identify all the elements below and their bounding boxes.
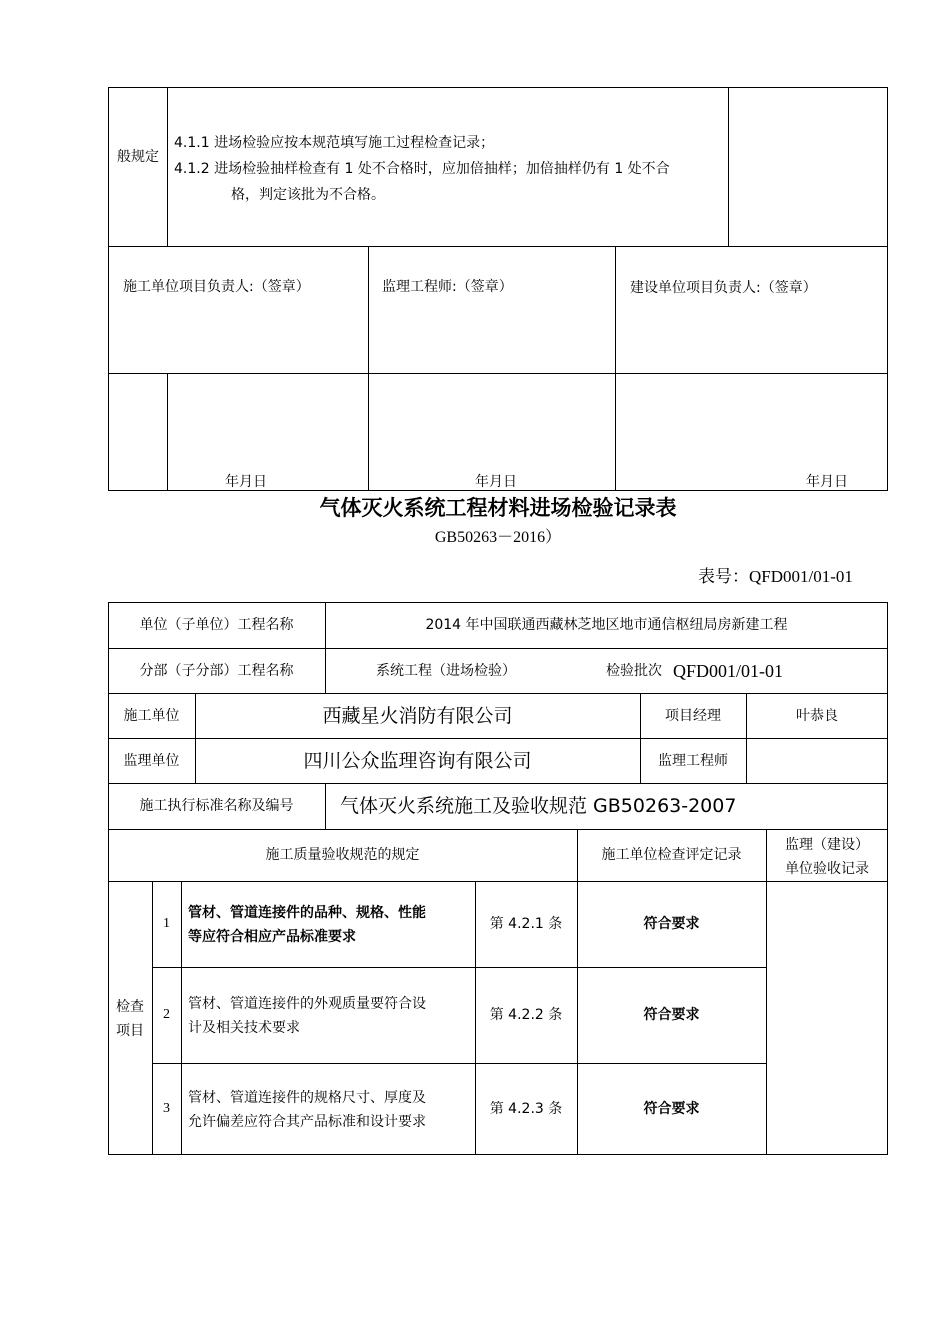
supervisor-label: 监理单位 bbox=[123, 753, 180, 769]
check-items-label: 检查 bbox=[116, 999, 144, 1015]
standard-label: 施工执行标准名称及编号 bbox=[139, 798, 294, 814]
item-clause: 第 4.2.1 条 bbox=[489, 916, 563, 932]
contractor-sign-label: 施工单位项目负责人:（签章） bbox=[123, 279, 310, 295]
rule-4-1-2: 4.1.2 进场检验抽样检查有 1 处不合格时，应加倍抽样；加倍抽样仍有 1 处不合 bbox=[174, 161, 670, 177]
sub-project-label: 分部（子分部）工程名称 bbox=[139, 663, 294, 679]
supervisor-accept-header-2: 单位验收记录 bbox=[785, 861, 869, 877]
engineer-label: 监理工程师 bbox=[658, 753, 728, 769]
batch-label: 检验批次 bbox=[606, 663, 662, 679]
date-2: 年月日 bbox=[475, 474, 517, 490]
spec-header: 施工质量验收规范的规定 bbox=[265, 847, 420, 863]
standard-value: 气体灭火系统施工及验收规范 GB50263-2007 bbox=[340, 795, 737, 817]
general-provisions-label: 般规定 bbox=[117, 149, 159, 165]
unit-project-value: 2014 年中国联通西藏林芝地区地市通信枢纽局房新建工程 bbox=[425, 617, 788, 633]
item-description: 管材、管道连接件的外观质量要符合设 bbox=[188, 996, 426, 1012]
item-description-cont: 允许偏差应符合其产品标准和设计要求 bbox=[188, 1114, 426, 1130]
item-description-cont: 等应符合相应产品标准要求 bbox=[188, 929, 356, 945]
item-description: 管材、管道连接件的规格尺寸、厚度及 bbox=[188, 1090, 426, 1106]
batch-value: QFD001/01-01 bbox=[673, 661, 784, 681]
standard-code: GB50263－2016） bbox=[434, 529, 562, 546]
item-result: 符合要求 bbox=[643, 916, 700, 932]
item-clause: 第 4.2.2 条 bbox=[489, 1007, 563, 1023]
item-clause: 第 4.2.3 条 bbox=[489, 1101, 563, 1117]
contractor-value: 西藏星火消防有限公司 bbox=[322, 705, 513, 727]
item-result: 符合要求 bbox=[643, 1101, 700, 1117]
rule-4-1-1: 4.1.1 进场检验应按本规范填写施工过程检查记录； bbox=[174, 135, 495, 151]
sub-project-value: 系统工程（进场检验） bbox=[376, 663, 516, 679]
supervisor-sign-label: 监理工程师:（签章） bbox=[382, 279, 513, 295]
unit-project-label: 单位（子单位）工程名称 bbox=[139, 617, 294, 633]
page-title: 气体灭火系统工程材料进场检验记录表 bbox=[319, 496, 677, 520]
pm-value: 叶恭良 bbox=[796, 708, 838, 724]
date-1: 年月日 bbox=[225, 474, 267, 490]
supervisor-accept-header: 监理（建设） bbox=[785, 837, 869, 853]
supervisor-value: 四川公众监理咨询有限公司 bbox=[303, 750, 532, 772]
contractor-check-header: 施工单位检查评定记录 bbox=[601, 847, 742, 863]
rule-4-1-2-cont: 格，判定该批为不合格。 bbox=[231, 187, 385, 203]
item-description-cont: 计及相关技术要求 bbox=[188, 1020, 300, 1036]
date-3: 年月日 bbox=[806, 474, 848, 490]
owner-sign-label: 建设单位项目负责人:（签章） bbox=[630, 280, 817, 296]
item-description: 管材、管道连接件的品种、规格、性能 bbox=[188, 905, 426, 921]
item-number: 1 bbox=[163, 916, 170, 931]
form-number: 表号：QFD001/01-01 bbox=[698, 567, 853, 586]
pm-label: 项目经理 bbox=[665, 708, 721, 724]
check-items-label-2: 项目 bbox=[116, 1023, 144, 1039]
contractor-label: 施工单位 bbox=[123, 708, 180, 724]
item-number: 3 bbox=[163, 1101, 170, 1116]
item-number: 2 bbox=[163, 1007, 170, 1022]
item-result: 符合要求 bbox=[643, 1007, 700, 1023]
